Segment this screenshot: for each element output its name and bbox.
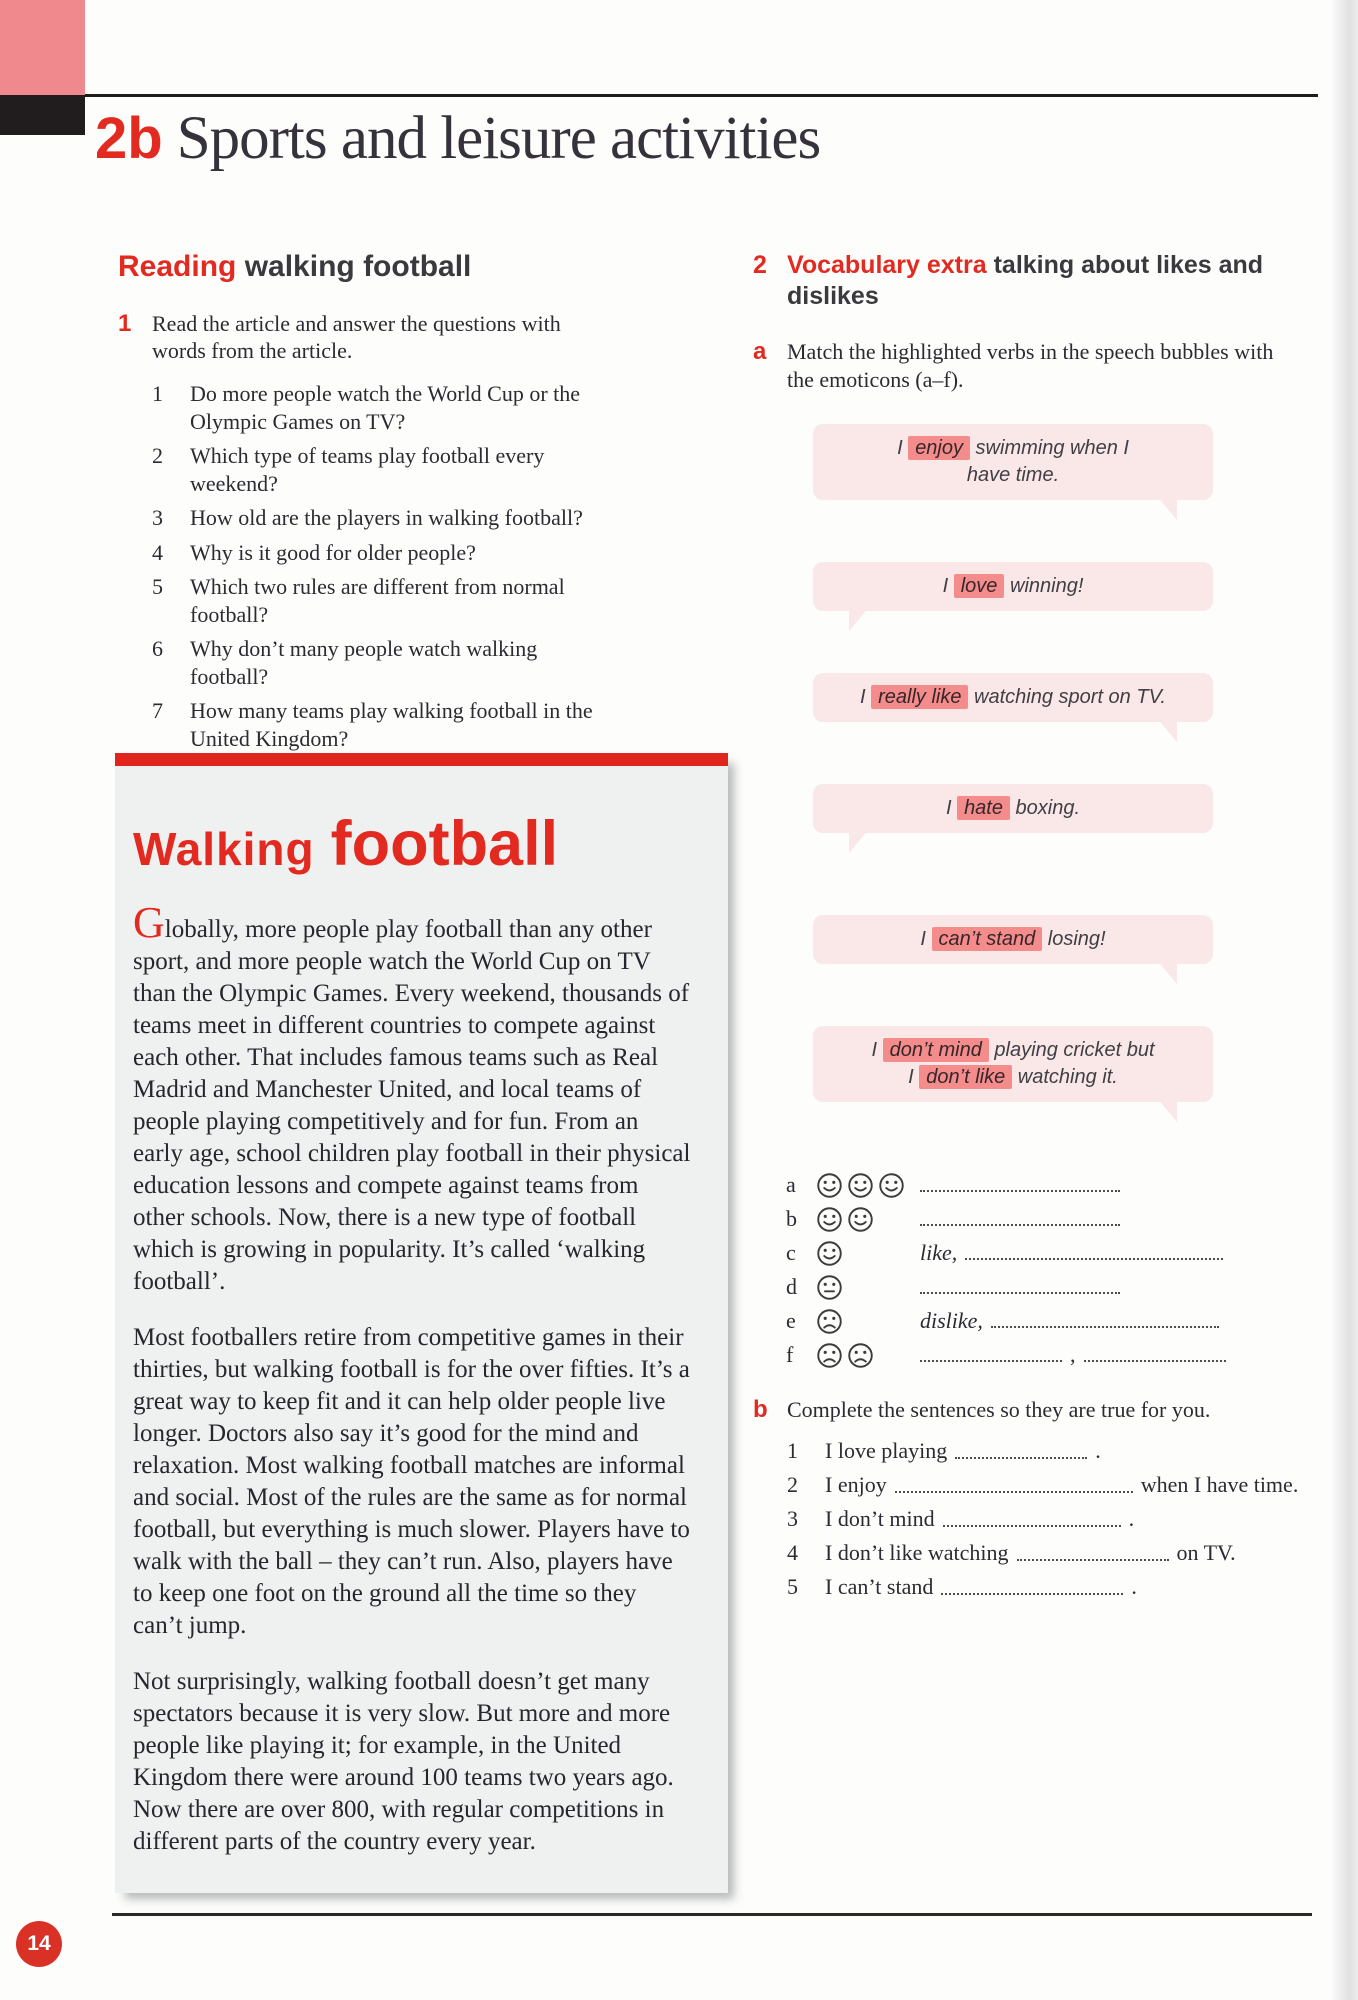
question-item (152, 380, 738, 435)
emoticon-letter: e (786, 1308, 796, 1333)
sentence-before-text: I love playing (825, 1438, 948, 1463)
bubble-highlighted-verb: really like (871, 685, 968, 709)
exercise-2b-heading (753, 1396, 1318, 1424)
question-text: How many teams play walking football in the United Kingdom? (190, 698, 593, 751)
question-text: Which two rules are different from normal football? (190, 574, 565, 627)
left-column (118, 250, 738, 759)
smiley-happy-icon (847, 1206, 874, 1233)
emoticon-faces (816, 1274, 920, 1301)
bubble-text: I (860, 686, 872, 708)
sentence-item (787, 1472, 1318, 1506)
page-number: 14 (27, 1932, 51, 1955)
bubble-text: have time. (966, 464, 1060, 486)
emoticon-row (786, 1168, 1318, 1202)
speech-bubble (813, 915, 1213, 964)
question-text: Why don’t many people watch walking football? (190, 636, 538, 689)
answer-blank-line (920, 1178, 1120, 1192)
bubble-text: swimming when I (970, 437, 1129, 459)
bubble-highlighted-verb: love (954, 574, 1005, 598)
bubble-line (827, 573, 1199, 600)
question-number: 6 (152, 636, 163, 661)
blank-separator-comma: , (1070, 1342, 1076, 1367)
reading-heading-label: Reading (118, 250, 237, 283)
unit-name: Sports and leisure activities (176, 105, 821, 172)
bubble-line (827, 1064, 1199, 1091)
bubble-text: I (871, 1039, 883, 1061)
smiley-sad-icon (847, 1342, 874, 1369)
page-number-badge (16, 1921, 62, 1967)
exercise-1-number: 1 (118, 310, 132, 337)
sentence-text (825, 1472, 1298, 1498)
right-column (753, 250, 1318, 1608)
question-item (152, 697, 738, 752)
bubble-line (827, 1037, 1199, 1064)
smiley-happy-icon (878, 1172, 905, 1199)
exercise-2a (753, 338, 1318, 394)
emoticon-row (786, 1304, 1318, 1338)
sentence-number: 1 (787, 1438, 798, 1463)
bubble-highlighted-verb: don’t like (919, 1065, 1012, 1089)
question-text: How old are the players in walking football? (190, 505, 583, 530)
question-item (152, 573, 738, 628)
bubble-text: playing cricket but (988, 1039, 1155, 1061)
emoticon-row (786, 1338, 1318, 1372)
question-text: Do more people watch the World Cup or the Olympic Games on TV? (190, 381, 581, 434)
sentence-item (787, 1574, 1318, 1608)
bubble-text: losing! (1042, 928, 1106, 950)
emoticon-prefix-word: dislike, (920, 1308, 983, 1333)
sentence-item (787, 1506, 1318, 1540)
smiley-sad-icon (816, 1308, 843, 1335)
sentence-after-text: on TV. (1176, 1540, 1236, 1565)
emoticon-answer-area (920, 1178, 1120, 1192)
unit-number: 2b (95, 106, 163, 171)
sentence-blank-line (943, 1513, 1121, 1527)
emoticon-row (786, 1236, 1318, 1270)
question-number: 5 (152, 574, 163, 599)
question-number: 2 (152, 443, 163, 468)
bubble-text: watching sport on TV. (968, 686, 1166, 708)
article-title-word1: Walking (133, 823, 315, 875)
bubble-text: I (945, 797, 958, 819)
bottom-rule (112, 1913, 1312, 1916)
answer-blank-line (920, 1348, 1062, 1362)
speech-bubble (813, 784, 1213, 833)
question-item (152, 539, 738, 567)
emoticon-answer-area (920, 1240, 1223, 1266)
sentence-blank-line (955, 1445, 1087, 1459)
sentence-number: 5 (787, 1574, 798, 1599)
sentence-blank-line (1017, 1547, 1169, 1561)
corner-pink-decoration (0, 0, 85, 95)
bubble-line (827, 926, 1199, 953)
vocabulary-heading-label: Vocabulary extra (787, 251, 987, 279)
sentence-before-text: I enjoy (825, 1472, 887, 1497)
bubble-line (827, 795, 1199, 822)
sentence-number: 4 (787, 1540, 798, 1565)
bubble-text: I (920, 928, 932, 950)
article-red-bar (115, 753, 728, 766)
speech-bubble (813, 424, 1213, 500)
sentence-before-text: I don’t mind (825, 1506, 935, 1531)
speech-bubble (813, 562, 1213, 611)
question-number: 7 (152, 698, 163, 723)
bubble-highlighted-verb: don’t mind (883, 1038, 989, 1062)
speech-bubbles (813, 424, 1213, 1102)
smiley-happy-icon (847, 1172, 874, 1199)
corner-black-decoration (0, 95, 85, 135)
emoticon-answer-area (920, 1280, 1120, 1294)
question-text: Which type of teams play football every weekend? (190, 443, 545, 496)
sentence-item (787, 1540, 1318, 1574)
article-paragraph-3: Not surprisingly, walking football doesn’t get many spectators because it is very slow. But more and more people like playing it; for example, in the United Kingdom there were around 100 teams two years ago. Now there are over 800, with regular competitions in different parts of the country every year. (133, 1668, 674, 1855)
scan-edge-shadow (1330, 0, 1358, 2000)
vocabulary-heading-number: 2 (753, 251, 767, 279)
emoticon-faces (816, 1240, 920, 1267)
sentence-number: 3 (787, 1506, 798, 1531)
question-item (152, 442, 738, 497)
answer-blank-line (991, 1314, 1219, 1328)
question-text: Why is it good for older people? (190, 539, 476, 565)
unit-title (95, 104, 820, 174)
sentence-blank-line (895, 1479, 1133, 1493)
exercise-1 (118, 310, 738, 364)
question-item (152, 504, 738, 532)
bubble-text: I (942, 575, 954, 597)
bubble-text: watching it. (1012, 1066, 1118, 1088)
exercise-1-instruction: Read the article and answer the questions with words from the article. (152, 311, 561, 363)
emoticon-row (786, 1202, 1318, 1236)
sentence-items (787, 1438, 1318, 1608)
exercise-2b (753, 1396, 1318, 1608)
sentence-text (825, 1506, 1134, 1532)
bubble-text: I (897, 437, 909, 459)
sentence-after-text: . (1095, 1438, 1101, 1463)
dropcap: G (133, 898, 165, 947)
sentence-after-text: when I have time. (1140, 1472, 1299, 1497)
article-paragraph-1 (133, 898, 692, 1298)
sentence-number: 2 (787, 1472, 798, 1497)
answer-blank-line (1084, 1348, 1226, 1362)
vocabulary-heading-text (787, 250, 1267, 312)
exercise-2a-label: a (753, 338, 767, 365)
bubble-text: winning! (1004, 575, 1084, 597)
article-paragraph-2: Most footballers retire from competitive games in their thirties, but walking football is for the over fifties. It’s a great way to keep fit and it can help older people live longer. Doctors also say it’s good for the mind and relaxation. Most walking football matches are informal and social. Most of the rules are the same as for normal football, but everything is much slower. Players have to walk with the ball – they can’t run. Also, players have to keep one foot on the ground all the time so they can’t jump. (133, 1324, 690, 1639)
sentence-after-text: . (1128, 1506, 1135, 1531)
sentence-item (787, 1438, 1318, 1472)
question-number: 1 (152, 381, 163, 406)
exercise-2b-label: b (753, 1396, 768, 1423)
emoticon-letter: c (786, 1240, 796, 1265)
article-content (115, 766, 728, 1858)
vocabulary-heading-rest: talking about likes and dislikes (787, 251, 1264, 310)
reading-heading (118, 250, 738, 284)
reading-heading-topic: walking football (244, 250, 472, 283)
smiley-happy-icon (816, 1172, 843, 1199)
emoticon-row (786, 1270, 1318, 1304)
emoticon-letter: a (786, 1172, 796, 1197)
question-number: 4 (152, 539, 163, 565)
bubble-highlighted-verb: can’t stand (932, 927, 1043, 951)
emoticon-faces (816, 1342, 920, 1369)
emoticon-letter: d (786, 1274, 797, 1299)
bubble-line (827, 684, 1199, 711)
emoticon-answer-area (920, 1212, 1120, 1226)
emoticon-faces (816, 1308, 920, 1335)
answer-blank-line (920, 1280, 1120, 1294)
smiley-happy-icon (816, 1240, 843, 1267)
question-number: 3 (152, 505, 163, 530)
emoticon-faces (816, 1172, 920, 1199)
sentence-before-text: I don’t like watching (825, 1540, 1009, 1565)
sentence-text (825, 1574, 1137, 1600)
emoticon-answer-area (920, 1342, 1226, 1368)
sentence-before-text: I can’t stand (825, 1574, 934, 1599)
speech-bubble (813, 673, 1213, 722)
article-title (133, 808, 692, 880)
emoticon-faces (816, 1206, 920, 1233)
emoticon-match-list (786, 1168, 1318, 1372)
speech-bubble (813, 1026, 1213, 1102)
emoticon-letter: f (786, 1342, 794, 1367)
bubble-highlighted-verb: enjoy (908, 436, 970, 460)
answer-blank-line (920, 1212, 1120, 1226)
bubble-highlighted-verb: hate (957, 796, 1010, 820)
sentence-text (825, 1438, 1101, 1464)
bubble-line (827, 435, 1199, 462)
bubble-line (827, 462, 1199, 489)
questions-list (152, 380, 738, 752)
question-item (152, 635, 738, 690)
top-rule (85, 94, 1318, 97)
smiley-happy-icon (816, 1206, 843, 1233)
sentence-blank-line (941, 1581, 1123, 1595)
answer-blank-line (965, 1246, 1223, 1260)
smiley-sad-icon (816, 1342, 843, 1369)
smiley-neutral-icon (816, 1274, 843, 1301)
vocabulary-heading (753, 250, 1318, 312)
article-title-word2: football (330, 809, 559, 879)
exercise-2a-instruction: Match the highlighted verbs in the speech bubbles with the emoticons (a–f). (787, 339, 1274, 392)
article-paragraph-1-text: lobally, more people play football than any other sport, and more people watch the World Cup on TV than the Olympic Games. Every weekend, thousands of teams meet in different countries to compete against each other. That includes famous teams such as Real Madrid and Manchester United, and local teams of people playing competitively and for fun. From an early age, school children play football in their physical education lessons and compete against teams from other schools. Now, there is a new type of football which is growing in popularity. It’s called ‘walking football’. (133, 916, 691, 1295)
emoticon-answer-area (920, 1308, 1219, 1334)
sentence-after-text: . (1131, 1574, 1137, 1599)
emoticon-letter: b (786, 1206, 797, 1231)
bubble-text: boxing. (1010, 797, 1081, 819)
bubble-text: I (908, 1066, 920, 1088)
article-box (115, 753, 728, 1893)
exercise-2b-instruction: Complete the sentences so they are true for you. (787, 1397, 1211, 1422)
emoticon-prefix-word: like, (920, 1240, 958, 1265)
sentence-text (825, 1540, 1236, 1566)
